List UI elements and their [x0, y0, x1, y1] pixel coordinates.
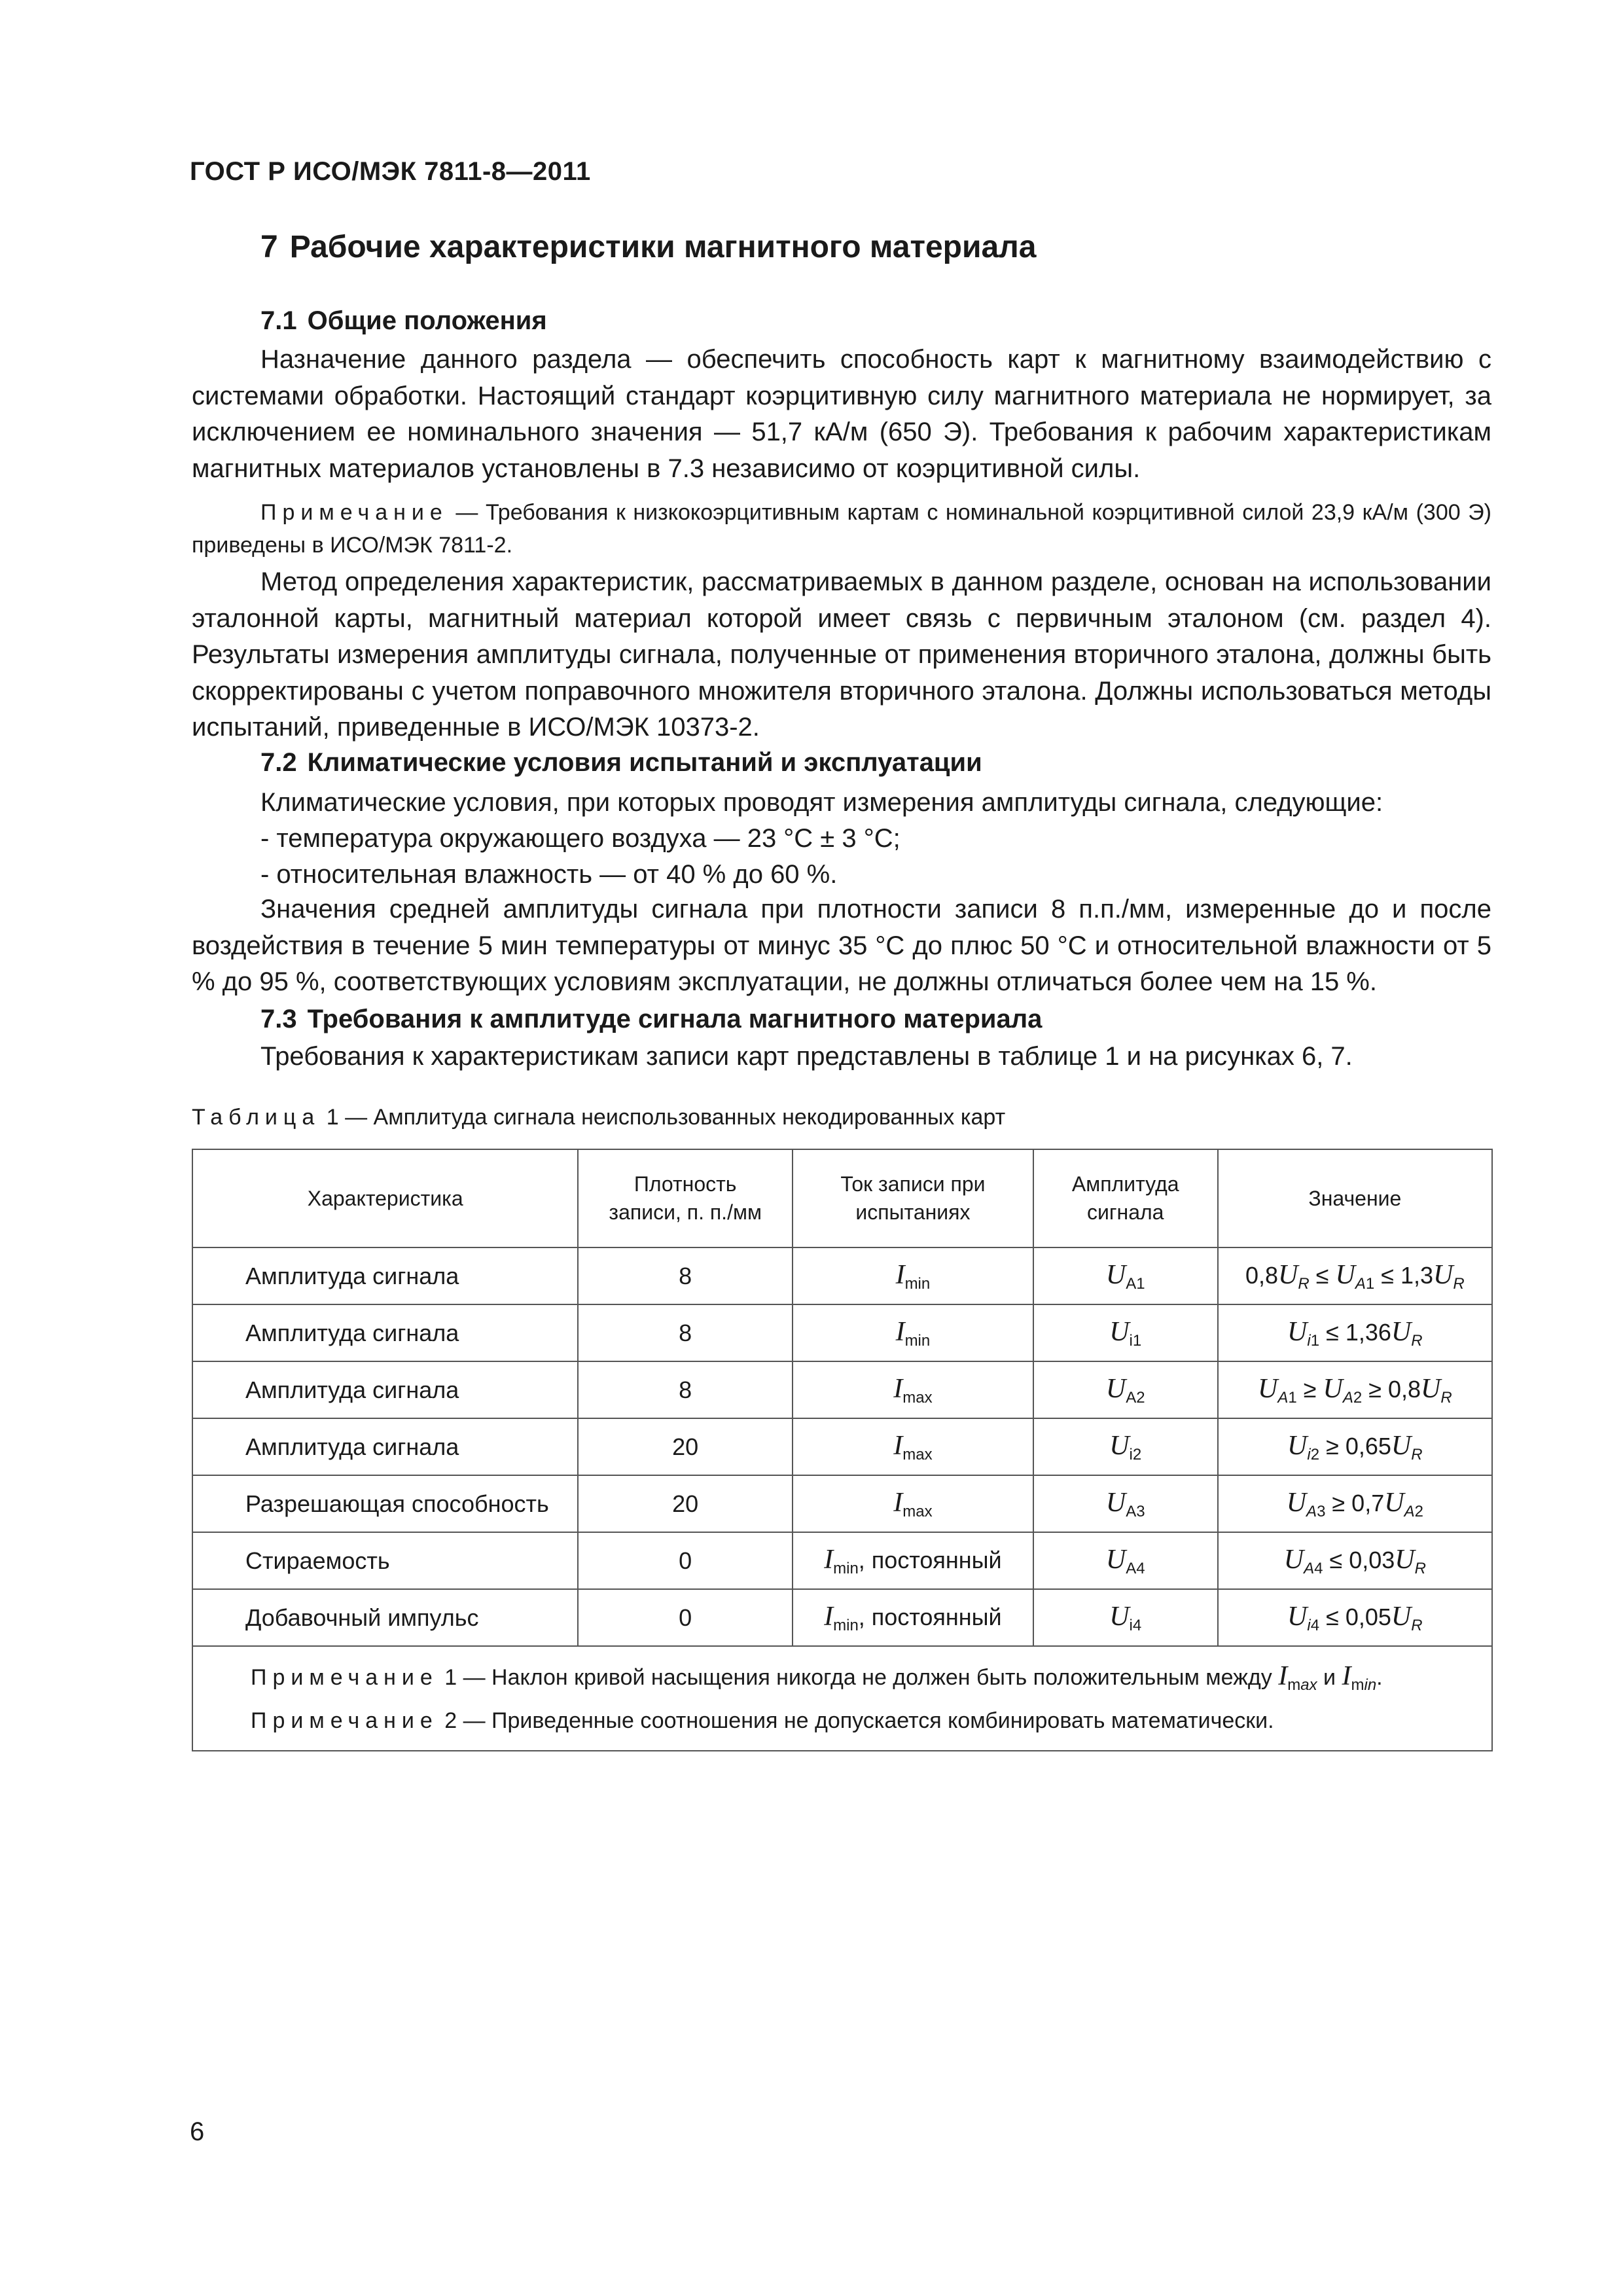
cell-density: 0: [578, 1589, 793, 1646]
note-label: Примечание: [251, 1665, 438, 1690]
table-caption-text: 1 — Амплитуда сигнала неиспользованных некодированных карт: [320, 1105, 1006, 1130]
table-row: [192, 1475, 1492, 1532]
subsection-title: Требования к амплитуде сигнала магнитного материала: [307, 1005, 1043, 1033]
paragraph-climate: Значения средней амплитуды сигнала при плотности записи 8 п.п./мм, измеренные до и после воздействия в течение 5 мин температуры от минус 35 °С до плюс 50 °С и относительной влажности от 5 % до 95 %, соответствующих условиям эксплуатации, не должны отличаться более чем на 15 %.: [192, 895, 1491, 996]
cell-density: 20: [578, 1418, 793, 1475]
table-row: [192, 1247, 1492, 1304]
paragraph-requirements: Требования к характеристикам записи карт представлены в таблице 1 и на рисунках 6, 7.: [260, 1042, 1353, 1071]
cell-characteristic: Добавочный импульс: [192, 1589, 578, 1646]
cell-density: 8: [578, 1304, 793, 1361]
cell-characteristic: Стираемость: [192, 1532, 578, 1589]
cell-characteristic: Амплитуда сигнала: [192, 1304, 578, 1361]
cell-characteristic: Разрешающая способность: [192, 1475, 578, 1532]
table-row: [192, 1361, 1492, 1418]
header-characteristic: Характеристика: [192, 1149, 578, 1247]
table-caption: [192, 1105, 1005, 1130]
cell-current: $I_{max}$: [793, 1475, 1033, 1532]
table-row: [192, 1418, 1492, 1475]
paragraph-purpose: Назначение данного раздела — обеспечить способность карт к магнитному взаимодействию с системами обработки. Настоящий стандарт коэрцитивную силу магнитного материала не нормирует, за исключением ее номинального значения — 51,7 кА/м (650 Э). Требования к рабочим характеристикам магнитных материалов установлены в 7.3 независимо от коэрцитивной силы.: [192, 345, 1491, 483]
cell-amplitude: $U_{A3}$: [1033, 1475, 1218, 1532]
cell-value: $U_{A3} \ge 0,7U_{A2}$: [1218, 1475, 1492, 1532]
cell-value: $U_{A1} \ge U_{A2} \ge 0,8U_R$: [1218, 1361, 1492, 1418]
header-value: Значение: [1218, 1149, 1492, 1247]
table-note-2: [251, 1703, 1491, 1738]
note-text: 1 — Наклон кривой насыщения никогда не должен быть положительным между $I_{max}$ и $I_{min}$.: [438, 1661, 1383, 1694]
section-number: 7: [260, 230, 278, 264]
subsection-7-1-heading: [260, 306, 547, 336]
subsection-7-3-heading: [260, 1005, 1042, 1034]
cell-amplitude: $U_{i4}$: [1033, 1589, 1218, 1646]
cell-amplitude: $U_{A2}$: [1033, 1361, 1218, 1418]
cell-density: 8: [578, 1361, 793, 1418]
cell-current: $I_{min}$, постоянный: [793, 1532, 1033, 1589]
cell-amplitude: $U_{A1}$: [1033, 1247, 1218, 1304]
subsection-number: 7.3: [260, 1005, 297, 1033]
section-title: [260, 229, 1036, 265]
cell-current: $I_{min}$: [793, 1247, 1033, 1304]
cell-current: $I_{max}$: [793, 1418, 1033, 1475]
table-caption-label: Таблица: [192, 1105, 321, 1130]
table-note-1: [251, 1659, 1491, 1703]
signal-amplitude-table: [192, 1149, 1493, 1751]
section-title-text: Рабочие характеристики магнитного материала: [289, 230, 1037, 264]
cell-value: $0,8U_R \le U_{A1} \le 1,3U_R$: [1218, 1247, 1492, 1304]
cell-density: 8: [578, 1247, 793, 1304]
cell-amplitude: $U_{i1}$: [1033, 1304, 1218, 1361]
table-row: [192, 1304, 1492, 1361]
cell-amplitude: $U_{A4}$: [1033, 1532, 1218, 1589]
note-low-coercivity: [192, 496, 1491, 562]
climate-item-humidity: - относительная влажность — от 40 % до 60 %.: [260, 860, 838, 889]
cell-characteristic: Амплитуда сигнала: [192, 1361, 578, 1418]
subsection-title: Климатические условия испытаний и эксплуатации: [307, 748, 982, 777]
cell-value: $U_{i2} \ge 0,65U_R$: [1218, 1418, 1492, 1475]
cell-value: $U_{i4} \le 0,05U_R$: [1218, 1589, 1492, 1646]
cell-current: $I_{min}$: [793, 1304, 1033, 1361]
table-header-row: [192, 1149, 1492, 1247]
subsection-number: 7.2: [260, 748, 297, 777]
subsection-7-2-heading: [260, 748, 982, 778]
table-notes: [192, 1646, 1492, 1751]
cell-value: $U_{i1} \le 1,36U_R$: [1218, 1304, 1492, 1361]
cell-characteristic: Амплитуда сигнала: [192, 1418, 578, 1475]
cell-current: $I_{max}$: [793, 1361, 1033, 1418]
table-row: [192, 1589, 1492, 1646]
cell-current: $I_{min}$, постоянный: [793, 1589, 1033, 1646]
note-label: Примечание: [251, 1708, 438, 1733]
page-number: 6: [190, 2117, 205, 2146]
paragraph-method: Метод определения характеристик, рассматриваемых в данном разделе, основан на использовании эталонной карты, магнитный материал которой имеет связь с первичным эталоном (см. раздел 4). Результаты измерения амплитуды сигнала, полученные от применения вторичного эталона, должны быть скорректированы с учетом поправочного множителя вторичного эталона. Должны использоваться методы испытаний, приведенные в ИСО/МЭК 10373-2.: [192, 567, 1491, 742]
header-current: Ток записи при испытаниях: [793, 1149, 1033, 1247]
subsection-title: Общие положения: [307, 306, 547, 335]
document-header: ГОСТ Р ИСО/МЭК 7811-8—2011: [190, 157, 591, 186]
table-notes-row: [192, 1646, 1492, 1751]
climate-intro: Климатические условия, при которых проводят измерения амплитуды сигнала, следующие:: [260, 788, 1383, 817]
table-row: [192, 1532, 1492, 1589]
subsection-number: 7.1: [260, 306, 297, 335]
header-density: Плотность записи, п. п./мм: [578, 1149, 793, 1247]
cell-density: 20: [578, 1475, 793, 1532]
note-text: — Требования к низкокоэрцитивным картам с номинальной коэрцитивной силой 23,9 кА/м (300 Э) приведены в ИСО/МЭК 7811-2.: [192, 500, 1491, 558]
cell-characteristic: Амплитуда сигнала: [192, 1247, 578, 1304]
note-text: 2 — Приведенные соотношения не допускается комбинировать математически.: [438, 1708, 1274, 1733]
cell-density: 0: [578, 1532, 793, 1589]
note-label: Примечание: [260, 500, 448, 525]
climate-item-temperature: - температура окружающего воздуха — 23 °С ± 3 °С;: [260, 824, 901, 853]
header-amplitude: Амплитуда сигнала: [1033, 1149, 1218, 1247]
cell-amplitude: $U_{i2}$: [1033, 1418, 1218, 1475]
cell-value: $U_{A4} \le 0,03U_R$: [1218, 1532, 1492, 1589]
